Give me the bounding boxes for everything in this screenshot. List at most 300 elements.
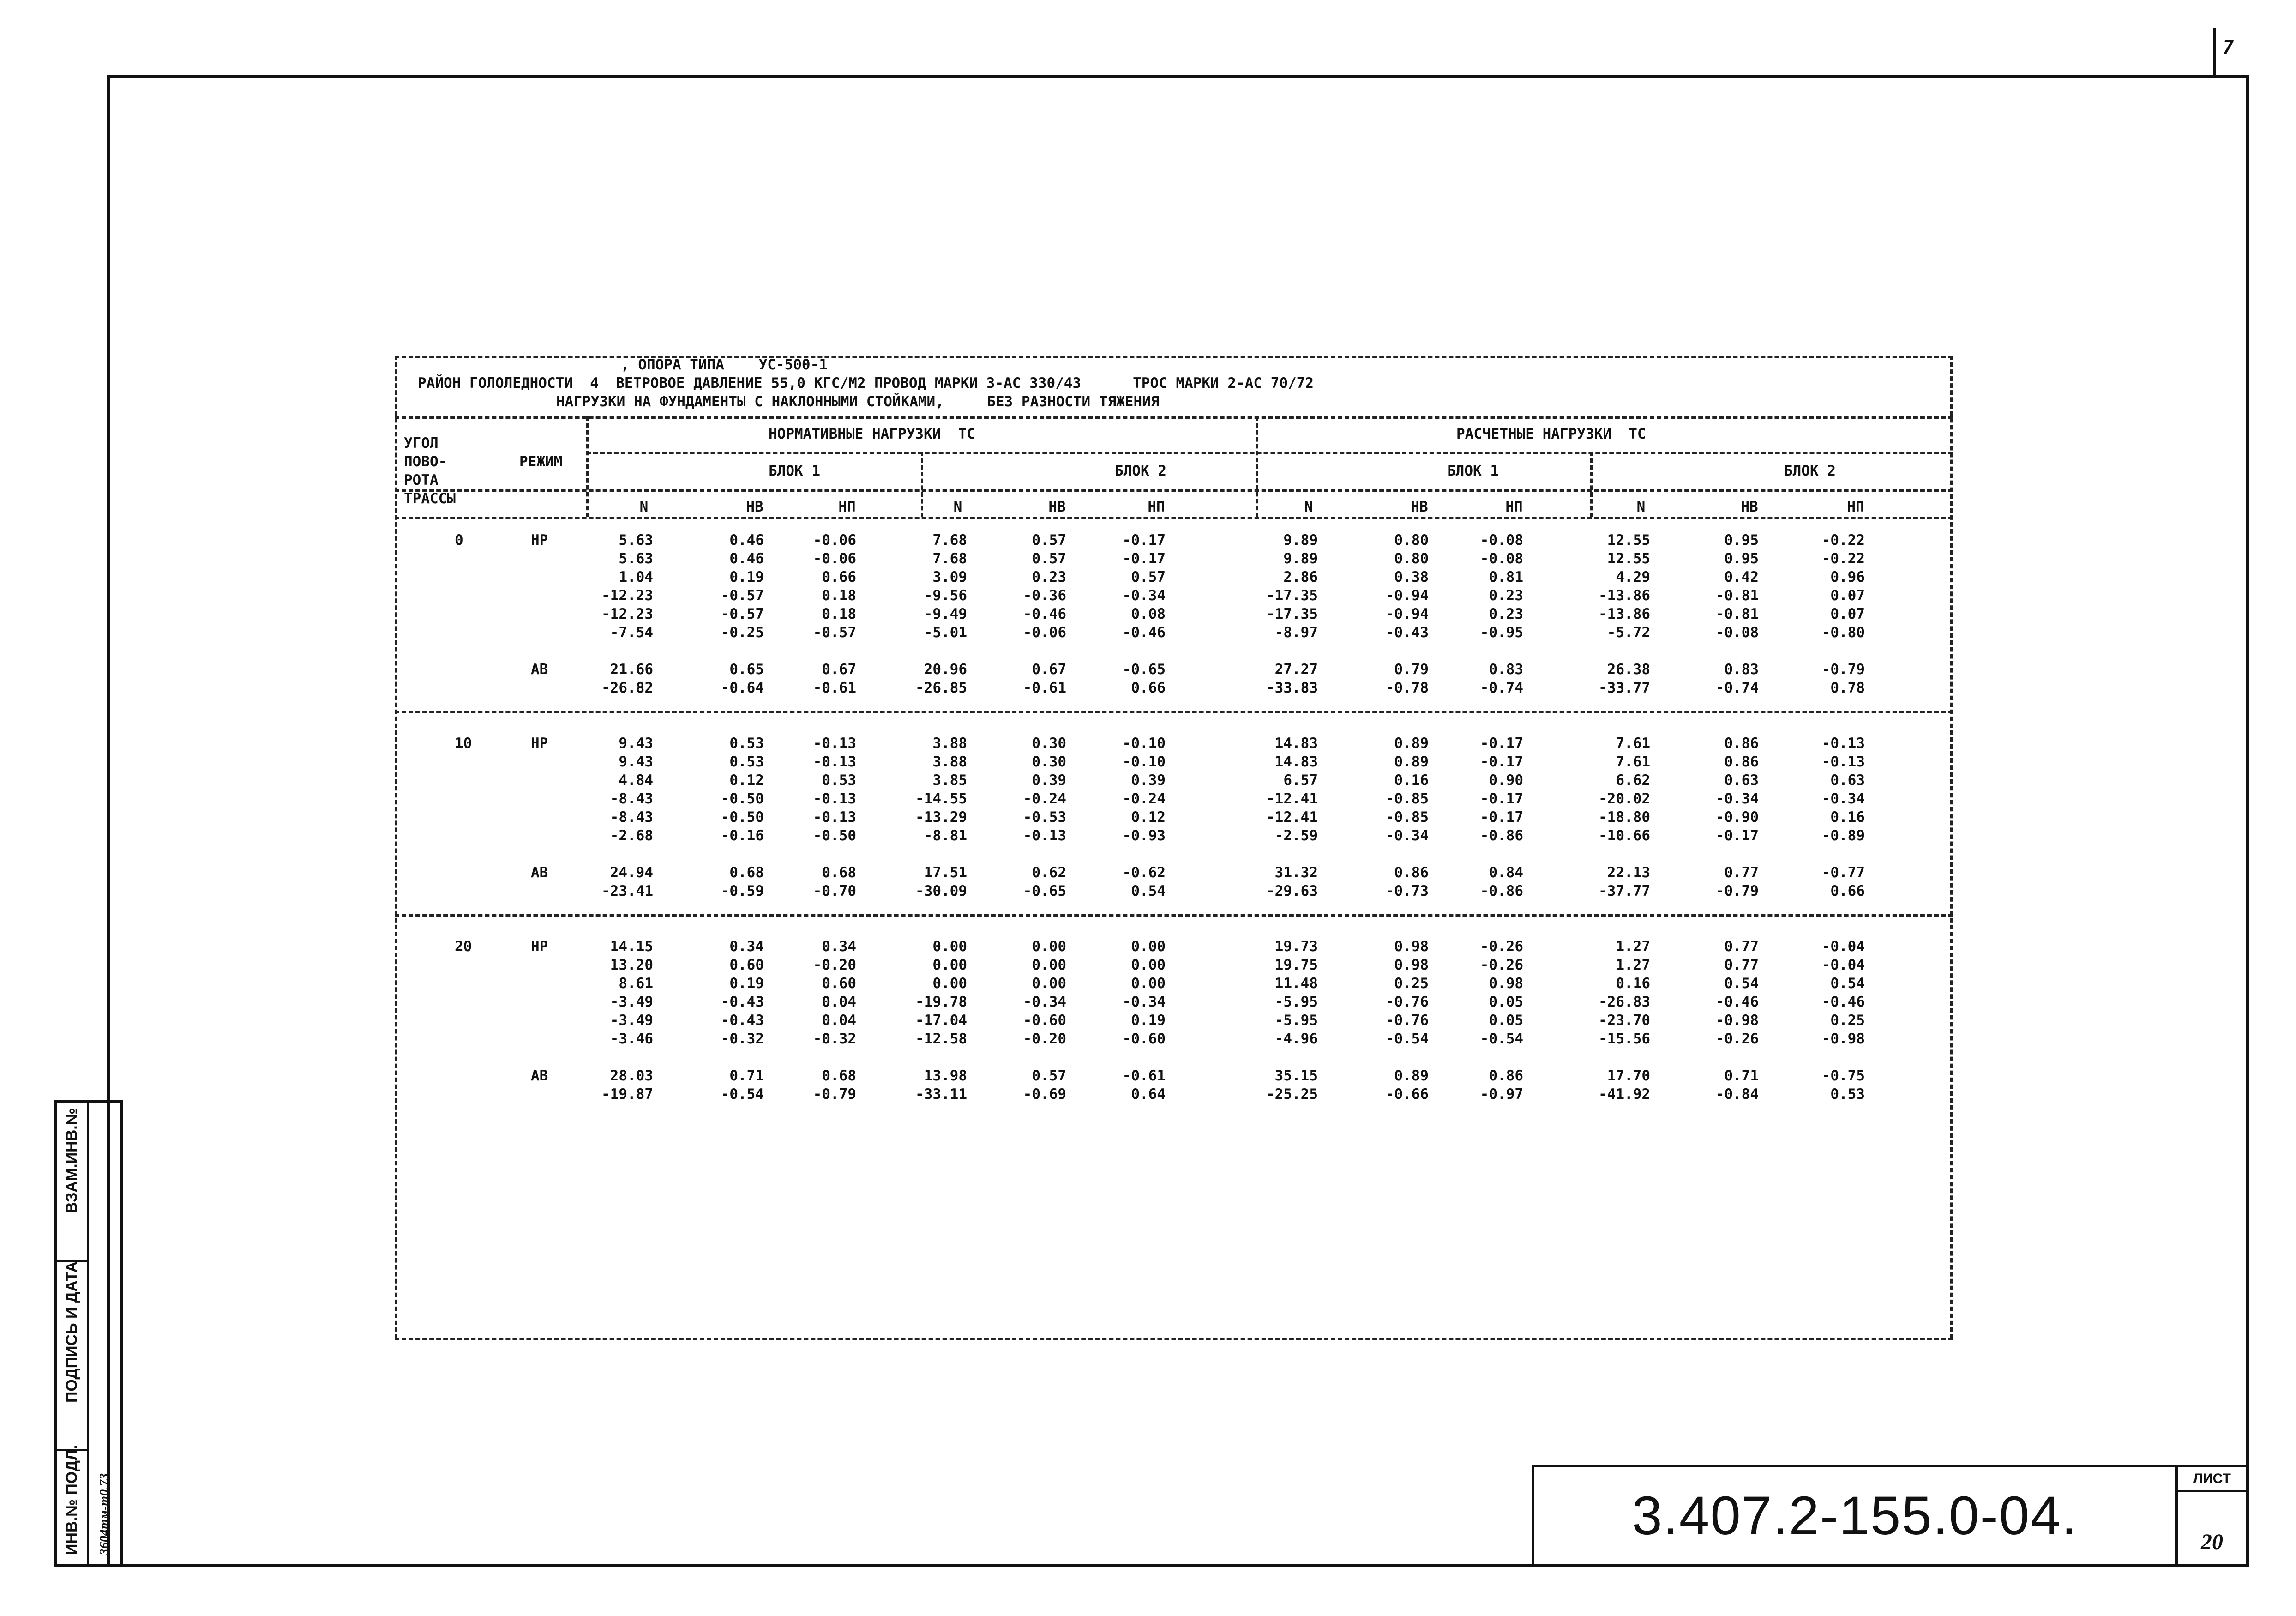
table-cell: 0.16	[1830, 809, 1865, 826]
table-cell: -0.60	[1023, 1012, 1066, 1029]
title-block	[1532, 1465, 2178, 1567]
table-cell: -23.41	[601, 883, 653, 899]
table-cell: -0.25	[721, 624, 764, 641]
table-cell: 0.00	[1032, 957, 1066, 973]
table-cell: -0.46	[1023, 606, 1066, 622]
table-cell: -0.57	[813, 624, 856, 641]
rule-top	[395, 356, 1953, 358]
table-cell: 0.23	[1489, 587, 1523, 604]
table-cell: -2.68	[610, 827, 653, 844]
col-angle-line-3: РОТА	[404, 472, 439, 488]
table-cell: 0.07	[1830, 587, 1865, 604]
table-cell: 0.19	[1131, 1012, 1166, 1029]
table-cell: 5.63	[619, 550, 653, 567]
table-cell: 0.98	[1489, 975, 1523, 992]
subheader-cell: N	[953, 499, 962, 515]
table-cell: -0.26	[1480, 957, 1523, 973]
table-cell: 0.71	[1724, 1067, 1759, 1084]
table-cell: -0.61	[1023, 680, 1066, 696]
table-cell: -4.96	[1274, 1031, 1318, 1047]
table-cell: -0.20	[813, 957, 856, 973]
table-cell: 0.05	[1489, 994, 1523, 1010]
table-cell: 0.34	[729, 938, 764, 955]
table-cell: 1.27	[1616, 938, 1650, 955]
table-cell: 0.83	[1489, 661, 1523, 678]
table-cell: 0.00	[1032, 938, 1066, 955]
table-cell: -0.08	[1480, 550, 1523, 567]
table-cell: -0.86	[1480, 827, 1523, 844]
table-cell: -0.81	[1715, 587, 1759, 604]
table-cell: 0.04	[822, 1012, 856, 1029]
table-cell: 0.04	[822, 994, 856, 1010]
table-cell: -13.29	[915, 809, 967, 826]
table-cell: 0.53	[822, 772, 856, 789]
table-cell: 9.43	[619, 735, 653, 752]
table-cell: 7.68	[932, 532, 967, 549]
table-cell: 0.89	[1394, 1067, 1429, 1084]
table-cell: 0.53	[1830, 1086, 1865, 1103]
table-cell: 0.00	[932, 975, 967, 992]
table-cell: 0.23	[1489, 606, 1523, 622]
table-cell: -0.65	[1122, 661, 1166, 678]
subheader-cell: НВ	[1048, 499, 1066, 515]
table-cell: 0.39	[1131, 772, 1166, 789]
table-cell: 4.84	[619, 772, 653, 789]
table-cell: 0.86	[1724, 735, 1759, 752]
table-cell: -33.83	[1266, 680, 1318, 696]
table-cell: -0.04	[1821, 957, 1865, 973]
table-cell: 0.64	[1131, 1086, 1166, 1103]
table-cell: 5.63	[619, 532, 653, 549]
table-cell: -0.79	[1821, 661, 1865, 678]
table-cell: -0.16	[721, 827, 764, 844]
table-cell: -26.82	[601, 680, 653, 696]
table-cell: 0.63	[1724, 772, 1759, 789]
table-cell: 0.25	[1394, 975, 1429, 992]
table-cell: 0.19	[729, 569, 764, 585]
table-cell: 12.55	[1607, 532, 1650, 549]
table-cell: 0.68	[729, 864, 764, 881]
table-cell: -0.36	[1023, 587, 1066, 604]
side-label-inv-podl: ИНВ.№ ПОДЛ.	[63, 1445, 81, 1555]
table-cell: -20.02	[1599, 790, 1650, 807]
table-cell: -9.56	[924, 587, 967, 604]
table-cell: 31.32	[1274, 864, 1318, 881]
load-table-printout	[395, 356, 1953, 1339]
table-cell: 0.63	[1830, 772, 1865, 789]
table-cell: 26.38	[1607, 661, 1650, 678]
table-cell: 7.61	[1616, 735, 1650, 752]
table-cell: 0.78	[1830, 680, 1865, 696]
table-cell: -12.41	[1266, 809, 1318, 826]
table-cell: -0.46	[1715, 994, 1759, 1010]
table-cell: -0.17	[1480, 809, 1523, 826]
side-label-podpis-data: ПОДПИСЬ И ДАТА	[63, 1261, 81, 1403]
table-cell: 19.75	[1274, 957, 1318, 973]
rule-subheader	[395, 517, 1953, 519]
table-cell: -0.10	[1122, 735, 1166, 752]
table-cell: 0.42	[1724, 569, 1759, 585]
table-cell: -0.24	[1122, 790, 1166, 807]
table-cell: -0.65	[1023, 883, 1066, 899]
table-cell: -0.76	[1385, 1012, 1429, 1029]
table-cell: -0.50	[813, 827, 856, 844]
table-cell: 35.15	[1274, 1067, 1318, 1084]
table-cell: 0.00	[1032, 975, 1066, 992]
table-cell: -10.66	[1599, 827, 1650, 844]
table-cell: -0.17	[1122, 550, 1166, 567]
table-cell: -7.54	[610, 624, 653, 641]
table-cell: 0.95	[1724, 550, 1759, 567]
table-cell: -0.17	[1122, 532, 1166, 549]
table-cell: -5.95	[1274, 1012, 1318, 1029]
table-cell: 0.86	[1724, 754, 1759, 770]
table-cell: -0.13	[813, 809, 856, 826]
table-cell: 0.86	[1394, 864, 1429, 881]
table-cell: -0.10	[1122, 754, 1166, 770]
table-cell: -29.63	[1266, 883, 1318, 899]
table-cell: 1.27	[1616, 957, 1650, 973]
table-cell: -15.56	[1599, 1031, 1650, 1047]
table-cell: 0.66	[1131, 680, 1166, 696]
table-cell: 0.90	[1489, 772, 1523, 789]
table-cell: 17.51	[924, 864, 967, 881]
rule-block	[395, 489, 1953, 492]
table-cell: -8.97	[1274, 624, 1318, 641]
table-cell: -12.23	[601, 587, 653, 604]
norm-block-1: БЛОК 1	[769, 463, 820, 479]
table-cell: 0.39	[1032, 772, 1066, 789]
table-cell: -0.17	[1480, 754, 1523, 770]
table-cell: 0.80	[1394, 532, 1429, 549]
col-angle-line-4: ТРАССЫ	[404, 490, 456, 507]
table-cell: 7.68	[932, 550, 967, 567]
table-cell: -9.49	[924, 606, 967, 622]
table-cell: 12.55	[1607, 550, 1650, 567]
table-cell: 0.18	[822, 606, 856, 622]
table-cell: 0.67	[822, 661, 856, 678]
header-line-3: НАГРУЗКИ НА ФУНДАМЕНТЫ С НАКЛОННЫМИ СТОЙКАМИ, БЕЗ РАЗНОСТИ ТЯЖЕНИЯ	[556, 393, 1160, 410]
mode-cell: НР	[531, 532, 548, 549]
table-cell: 0.79	[1394, 661, 1429, 678]
table-cell: 0.89	[1394, 754, 1429, 770]
side-strip-label-column	[57, 1103, 89, 1564]
table-cell: -0.94	[1385, 587, 1429, 604]
table-cell: 0.84	[1489, 864, 1523, 881]
table-cell: -0.22	[1821, 532, 1865, 549]
table-cell: -0.32	[813, 1031, 856, 1047]
table-cell: -0.06	[813, 532, 856, 549]
table-cell: 0.67	[1032, 661, 1066, 678]
table-cell: -0.89	[1821, 827, 1865, 844]
table-cell: -0.34	[1122, 587, 1166, 604]
table-cell: 0.12	[729, 772, 764, 789]
table-cell: 6.62	[1616, 772, 1650, 789]
mode-cell: АВ	[531, 661, 548, 678]
table-cell: 6.57	[1283, 772, 1318, 789]
table-cell: 3.85	[932, 772, 967, 789]
col-angle-line-1: УГОЛ	[404, 435, 439, 452]
table-cell: 0.89	[1394, 735, 1429, 752]
rule-calc-blocks	[1590, 452, 1593, 517]
table-cell: -0.54	[1385, 1031, 1429, 1047]
table-cell: 14.83	[1274, 735, 1318, 752]
table-cell: -0.17	[1715, 827, 1759, 844]
subheader-cell: НВ	[1741, 499, 1758, 515]
table-cell: 22.13	[1607, 864, 1650, 881]
table-cell: 0.53	[729, 735, 764, 752]
table-cell: 0.30	[1032, 735, 1066, 752]
table-cell: -5.95	[1274, 994, 1318, 1010]
table-cell: -0.34	[1023, 994, 1066, 1010]
subheader-cell: НВ	[746, 499, 763, 515]
table-cell: -12.41	[1266, 790, 1318, 807]
header-line-2: РАЙОН ГОЛОЛЕДНОСТИ 4 ВЕТРОВОЕ ДАВЛЕНИЕ 55,0 КГС/М2 ПРОВОД МАРКИ 3-АС 330/43 ТРОС МАРКИ 2-АС 70/72	[418, 375, 1314, 392]
table-cell: 3.88	[932, 735, 967, 752]
table-cell: 19.73	[1274, 938, 1318, 955]
table-cell: -5.01	[924, 624, 967, 641]
table-cell: 0.98	[1394, 938, 1429, 955]
table-cell: 0.19	[729, 975, 764, 992]
table-cell: -0.98	[1715, 1012, 1759, 1029]
table-cell: -17.35	[1266, 606, 1318, 622]
rule-norm-calc	[1256, 416, 1258, 517]
table-cell: -0.57	[721, 587, 764, 604]
table-cell: -0.17	[1480, 790, 1523, 807]
table-cell: -0.74	[1480, 680, 1523, 696]
table-cell: 0.77	[1724, 938, 1759, 955]
table-cell: 0.57	[1032, 550, 1066, 567]
table-cell: -18.80	[1599, 809, 1650, 826]
subheader-cell: НП	[1505, 499, 1523, 515]
table-cell: -0.75	[1821, 1067, 1865, 1084]
table-cell: -0.64	[721, 680, 764, 696]
table-cell: -0.69	[1023, 1086, 1066, 1103]
table-cell: 0.68	[822, 864, 856, 881]
table-cell: 9.89	[1283, 532, 1318, 549]
table-cell: -0.46	[1821, 994, 1865, 1010]
table-cell: 4.29	[1616, 569, 1650, 585]
side-strip	[54, 1100, 123, 1567]
table-cell: 1.04	[619, 569, 653, 585]
table-cell: -0.06	[1023, 624, 1066, 641]
table-cell: -0.60	[1122, 1031, 1166, 1047]
table-cell: -0.34	[1715, 790, 1759, 807]
table-cell: -26.83	[1599, 994, 1650, 1010]
norm-block-2: БЛОК 2	[1115, 463, 1166, 479]
table-cell: 0.77	[1724, 864, 1759, 881]
table-cell: 9.43	[619, 754, 653, 770]
rule-group	[586, 452, 1953, 454]
table-cell: 0.54	[1131, 883, 1166, 899]
table-cell: 0.71	[729, 1067, 764, 1084]
table-cell: 0.53	[729, 754, 764, 770]
table-cell: -13.86	[1599, 587, 1650, 604]
table-cell: -5.72	[1607, 624, 1650, 641]
table-cell: -0.53	[1023, 809, 1066, 826]
table-cell: -17.35	[1266, 587, 1318, 604]
table-cell: -0.84	[1715, 1086, 1759, 1103]
table-cell: -19.78	[915, 994, 967, 1010]
table-cell: -0.95	[1480, 624, 1523, 641]
subheader-cell: N	[1304, 499, 1313, 515]
table-cell: -0.79	[1715, 883, 1759, 899]
table-cell: -0.13	[1821, 754, 1865, 770]
table-cell: 0.98	[1394, 957, 1429, 973]
table-cell: -0.08	[1480, 532, 1523, 549]
col-mode: РЕЖИМ	[519, 453, 563, 470]
table-cell: -12.58	[915, 1031, 967, 1047]
table-cell: -0.80	[1821, 624, 1865, 641]
table-cell: -0.86	[1480, 883, 1523, 899]
table-cell: 13.98	[924, 1067, 967, 1084]
table-cell: -12.23	[601, 606, 653, 622]
table-cell: -0.13	[813, 735, 856, 752]
table-cell: -0.04	[1821, 938, 1865, 955]
subheader-cell: НП	[1148, 499, 1165, 515]
table-cell: -0.98	[1821, 1031, 1865, 1047]
angle-cell: 0	[455, 532, 463, 549]
table-cell: -0.22	[1821, 550, 1865, 567]
table-cell: 0.62	[1032, 864, 1066, 881]
table-cell: 0.34	[822, 938, 856, 955]
table-cell: 0.66	[822, 569, 856, 585]
inv-number: 3604тм-т0.73	[97, 1473, 112, 1555]
sheet-label: ЛИСТ	[2178, 1467, 2246, 1492]
rule-right	[1950, 356, 1953, 1339]
group-separator	[395, 711, 1953, 713]
table-cell: -0.74	[1715, 680, 1759, 696]
table-cell: -26.85	[915, 680, 967, 696]
table-cell: -0.66	[1385, 1086, 1429, 1103]
table-cell: -33.77	[1599, 680, 1650, 696]
table-cell: 0.68	[822, 1067, 856, 1084]
mode-cell: НР	[531, 735, 548, 752]
table-cell: -0.78	[1385, 680, 1429, 696]
rule-header	[395, 416, 1953, 419]
table-cell: 2.86	[1283, 569, 1318, 585]
calc-block-1: БЛОК 1	[1447, 463, 1499, 479]
table-cell: -0.54	[721, 1086, 764, 1103]
table-cell: 0.23	[1032, 569, 1066, 585]
table-cell: 0.38	[1394, 569, 1429, 585]
sheet-number: 20	[2201, 1530, 2223, 1554]
table-cell: 21.66	[610, 661, 653, 678]
table-cell: -0.59	[721, 883, 764, 899]
table-cell: -0.79	[813, 1086, 856, 1103]
table-cell: -8.43	[610, 790, 653, 807]
table-cell: -0.61	[813, 680, 856, 696]
table-cell: 17.70	[1607, 1067, 1650, 1084]
table-cell: -0.85	[1385, 809, 1429, 826]
table-cell: 0.46	[729, 550, 764, 567]
table-cell: 7.61	[1616, 754, 1650, 770]
table-cell: 0.00	[932, 938, 967, 955]
table-cell: 8.61	[619, 975, 653, 992]
table-cell: -14.55	[915, 790, 967, 807]
rule-left	[395, 356, 397, 1339]
table-cell: 0.80	[1394, 550, 1429, 567]
table-cell: 0.16	[1616, 975, 1650, 992]
table-cell: -0.81	[1715, 606, 1759, 622]
mode-cell: АВ	[531, 1067, 548, 1084]
table-cell: 14.83	[1274, 754, 1318, 770]
table-cell: -19.87	[601, 1086, 653, 1103]
table-cell: -37.77	[1599, 883, 1650, 899]
table-cell: -0.50	[721, 790, 764, 807]
table-cell: 0.57	[1032, 1067, 1066, 1084]
rule-mode-right	[586, 416, 589, 517]
sheet-box	[2175, 1465, 2249, 1567]
table-cell: 0.30	[1032, 754, 1066, 770]
rule-bottom	[395, 1338, 1953, 1340]
table-cell: 0.77	[1724, 957, 1759, 973]
table-cell: 0.18	[822, 587, 856, 604]
table-cell: -0.76	[1385, 994, 1429, 1010]
table-cell: -0.26	[1480, 938, 1523, 955]
table-cell: 0.54	[1724, 975, 1759, 992]
side-label-vzam-inv: ВЗАМ.ИНВ.№	[63, 1108, 81, 1213]
group-calculated: РАСЧЕТНЫЕ НАГРУЗКИ ТС	[1456, 426, 1646, 442]
top-right-marker	[2213, 28, 2216, 78]
table-cell: -0.26	[1715, 1031, 1759, 1047]
table-cell: 28.03	[610, 1067, 653, 1084]
table-cell: 0.46	[729, 532, 764, 549]
subheader-cell: N	[1636, 499, 1646, 515]
table-cell: -0.73	[1385, 883, 1429, 899]
table-cell: -0.34	[1385, 827, 1429, 844]
document-code: 3.407.2-155.0-04.	[1632, 1485, 2078, 1546]
table-cell: -3.49	[610, 1012, 653, 1029]
table-cell: -0.24	[1023, 790, 1066, 807]
table-cell: 24.94	[610, 864, 653, 881]
table-cell: -0.50	[721, 809, 764, 826]
table-cell: 27.27	[1274, 661, 1318, 678]
table-cell: -13.86	[1599, 606, 1650, 622]
angle-cell: 20	[455, 938, 472, 955]
table-cell: -0.77	[1821, 864, 1865, 881]
table-cell: -33.11	[915, 1086, 967, 1103]
table-cell: -0.34	[1821, 790, 1865, 807]
table-cell: 0.25	[1830, 1012, 1865, 1029]
table-cell: -0.43	[721, 994, 764, 1010]
table-cell: -0.43	[1385, 624, 1429, 641]
table-cell: -2.59	[1274, 827, 1318, 844]
table-cell: -0.08	[1715, 624, 1759, 641]
table-cell: 0.60	[822, 975, 856, 992]
table-cell: 0.07	[1830, 606, 1865, 622]
subheader-cell: НП	[1847, 499, 1864, 515]
table-cell: 11.48	[1274, 975, 1318, 992]
table-cell: -41.92	[1599, 1086, 1650, 1103]
table-cell: -0.54	[1480, 1031, 1523, 1047]
table-cell: -0.85	[1385, 790, 1429, 807]
table-cell: -0.13	[1821, 735, 1865, 752]
table-cell: 0.12	[1131, 809, 1166, 826]
table-cell: 0.05	[1489, 1012, 1523, 1029]
table-cell: -3.49	[610, 994, 653, 1010]
table-cell: -0.94	[1385, 606, 1429, 622]
table-cell: -0.46	[1122, 624, 1166, 641]
table-cell: -0.90	[1715, 809, 1759, 826]
mode-cell: НР	[531, 938, 548, 955]
table-cell: -0.13	[1023, 827, 1066, 844]
table-cell: -8.43	[610, 809, 653, 826]
table-cell: 0.00	[932, 957, 967, 973]
table-cell: 9.89	[1283, 550, 1318, 567]
subheader-cell: N	[639, 499, 649, 515]
table-cell: 0.83	[1724, 661, 1759, 678]
